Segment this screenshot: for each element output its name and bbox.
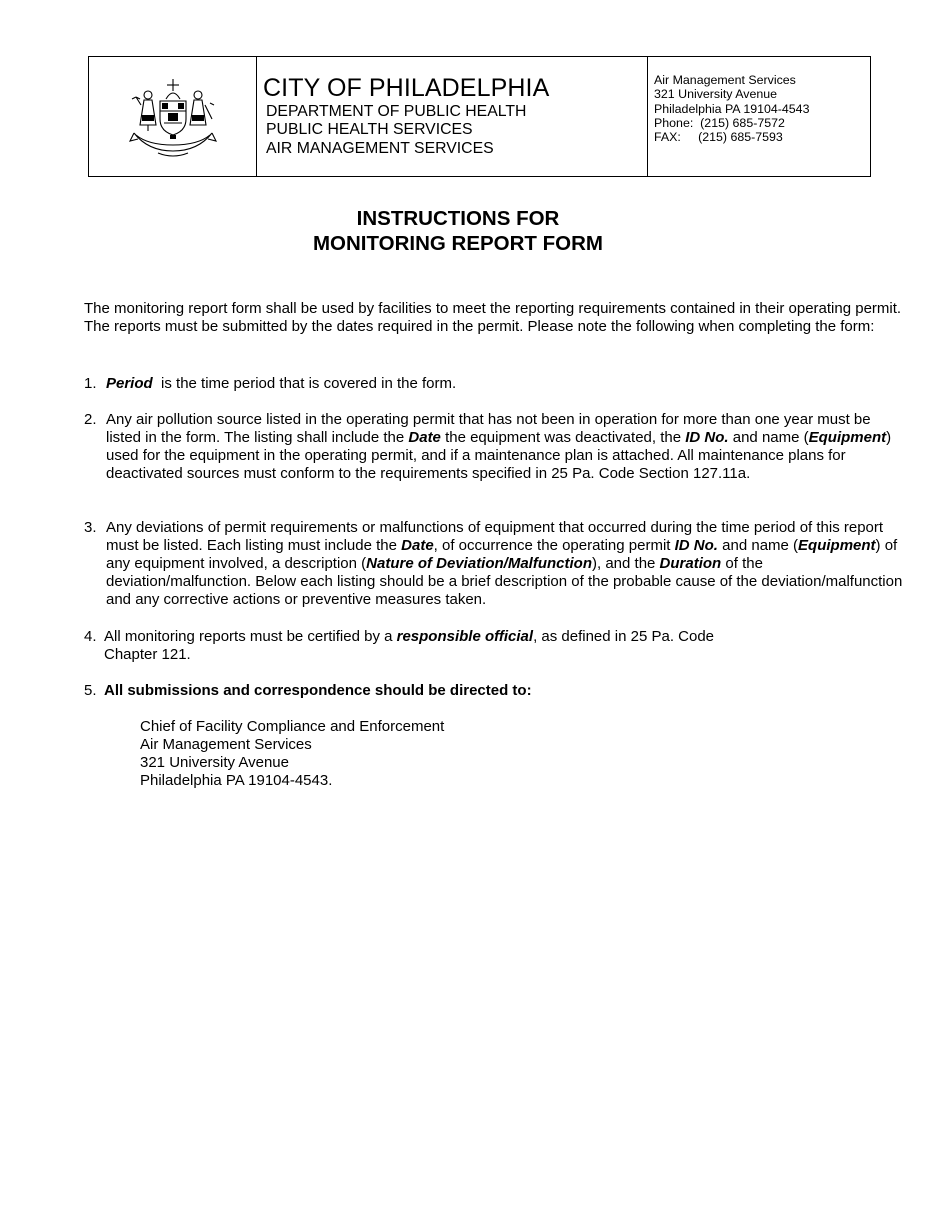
contact-fax	[654, 130, 870, 144]
item-text	[106, 375, 906, 393]
term-date: Date	[408, 429, 441, 447]
item-number: 2.	[84, 411, 97, 428]
item-text-part: ), and the	[592, 555, 660, 573]
item-text-part: of the deviation/malfunction. Below each listing should be a brief description of the probable cause of the deviation/malfunction and any corrective actions or preventive measures taken.	[106, 555, 903, 609]
phone-number: (215) 685-7572	[700, 115, 785, 130]
item-number: 5.	[84, 682, 97, 699]
item-number: 4.	[84, 628, 97, 645]
term-nature: Nature of Deviation/Malfunction	[366, 555, 592, 573]
office-line: AIR MANAGEMENT SERVICES	[266, 139, 494, 157]
contact-office: Air Management Services	[654, 73, 796, 87]
item-text	[104, 628, 906, 664]
item-text-part: the equipment was deactivated, the	[440, 429, 686, 447]
contact-cell	[648, 57, 870, 176]
item-text-part: Any air pollution source listed in the operating permit that has not been in operation for more than one year must be listed in the form. The listing shall include the	[106, 411, 871, 447]
agency-title-cell	[257, 57, 648, 176]
item-text-part: and name (	[717, 537, 799, 555]
term-responsible-official: responsible official	[396, 628, 534, 645]
term-period: Period	[106, 375, 153, 392]
letterhead-table	[88, 56, 871, 177]
address-line: Air Management Services	[140, 736, 312, 754]
submissions-heading: All submissions and correspondence should be directed to:	[104, 682, 532, 699]
department-line: DEPARTMENT OF PUBLIC HEALTH	[266, 103, 527, 120]
instruction-item-1	[84, 375, 906, 393]
phone-label: Phone:	[654, 115, 694, 130]
address-line: Chief of Facility Compliance and Enforcement	[140, 718, 445, 735]
instruction-item-5	[84, 682, 906, 700]
instruction-item-3	[84, 519, 906, 609]
term-date: Date	[401, 537, 434, 555]
item-text-part: All monitoring reports must be certified by a	[104, 628, 397, 645]
address-line: Philadelphia PA 19104-4543.	[140, 772, 333, 790]
item-text	[106, 519, 906, 609]
document-title	[0, 206, 916, 256]
item-text-part: is the time period that is covered in the form.	[152, 375, 457, 392]
item-text-part: ) used for the equipment in the operating permit, and if a maintenance plan is attached. All maintenance plans for deactivated sources must conform to the requirements specified in 25 Pa. Code Section 127.11a.	[106, 429, 892, 483]
division-line: PUBLIC HEALTH SERVICES	[266, 121, 473, 139]
term-equipment: Equipment	[798, 537, 876, 555]
instruction-item-2	[84, 411, 906, 483]
item-text-part: Chapter 121.	[104, 646, 191, 664]
item-number: 1.	[84, 375, 97, 392]
item-text-part: Any deviations of permit requirements or malfunctions of equipment that occurred during the time period of this report must be listed. Each listing must include the	[106, 519, 884, 555]
term-id: ID No.	[674, 537, 718, 555]
title-line-2: MONITORING REPORT FORM	[312, 232, 604, 255]
contact-city: Philadelphia PA 19104-4543	[654, 101, 810, 116]
item-text-part: and name (	[728, 429, 809, 447]
intro-paragraph: The monitoring report form shall be used by facilities to meet the reporting requirements contained in their operating permit. The reports must be submitted by the dates required in the permit. Please note the following when completing the form:	[84, 300, 902, 336]
item-heading	[104, 682, 906, 700]
item-text	[106, 411, 906, 483]
mailing-address	[140, 718, 444, 790]
seal-cell	[89, 57, 257, 176]
fax-label: FAX:	[654, 130, 681, 145]
term-equipment: Equipment	[808, 429, 887, 447]
address-line: 321 University Avenue	[140, 754, 289, 772]
contact-street: 321 University Avenue	[654, 87, 778, 102]
item-text-part: , of occurrence the operating permit	[433, 537, 675, 555]
title-line-1: INSTRUCTIONS FOR	[356, 207, 560, 230]
fax-number: (215) 685-7593	[698, 130, 783, 145]
term-duration: Duration	[659, 555, 722, 573]
city-seal-icon	[128, 75, 218, 159]
city-name: CITY OF PHILADELPHIA	[263, 74, 550, 102]
contact-phone	[654, 116, 870, 130]
instruction-item-4	[84, 628, 906, 664]
item-text-part: ) of any equipment involved, a description (	[106, 537, 898, 573]
item-text-part: , as defined in 25 Pa. Code	[533, 628, 715, 645]
item-number: 3.	[84, 519, 97, 536]
term-id: ID No.	[685, 429, 729, 447]
